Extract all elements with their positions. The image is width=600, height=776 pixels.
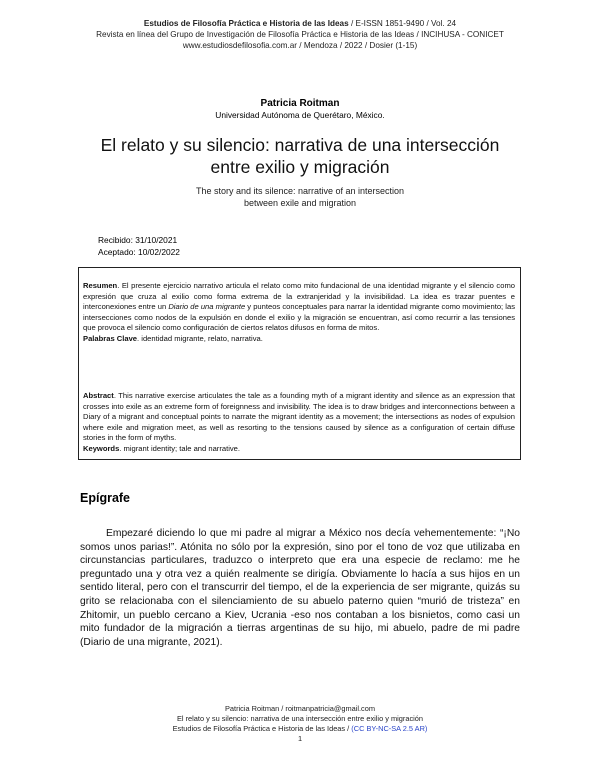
- abstract-en: [83, 391, 515, 455]
- keywords-en-text: . migrant identity; tale and narrative.: [119, 443, 241, 453]
- abstract-es-italic-title: Diario de una migrante: [168, 302, 246, 312]
- article-title: [0, 134, 600, 178]
- article-title-line-1: El relato y su silencio: narrativa de una intersección: [100, 135, 500, 155]
- article-dates: [98, 234, 180, 258]
- license-link[interactable]: (CC BY-NC-SA 2.5 AR): [351, 724, 428, 733]
- journal-subheader: Revista en línea del Grupo de Investigación de Filosofía Práctica e Historia de las Ideas / INCIHUSA - CONICET: [96, 30, 504, 39]
- journal-website-line: www.estudiosdefilosofia.com.ar / Mendoza / 2022 / Dosier (1-15): [182, 41, 418, 50]
- abstract-es-text-a: . El presente ejercicio narrativo articula el relato como mito fundacional de una identidad migrante y el silencio como expresión que cruza al exilio como forma extrema de la extranjeridad y la invisibilidad. La idea es trazar puentes e interconexiones entre un: [83, 281, 515, 312]
- abstract-es-text-b: y punteos conceptuales para narrar la identidad migrante como movimiento; las intersecciones como nodos de la expulsión en donde el exilio y la migración se encuentran, así como recurrir a las tensiones que provoca el silencio como configuración de ciertos relatos difusos en forma de mitos.: [83, 302, 515, 333]
- article-subtitle-line-1: The story and its silence: narrative of an intersection: [195, 186, 405, 196]
- received-date: Recibido: 31/10/2021: [98, 235, 178, 245]
- journal-name: Estudios de Filosofía Práctica e Historia de las Ideas: [143, 19, 349, 28]
- article-subtitle: [0, 185, 600, 209]
- abstract-es: [83, 281, 515, 345]
- section-body-text: Empezaré diciendo lo que mi padre al migrar a México nos decía vehementemente: “¡No somos unos parias!”. Atónita no sólo por la expresión, sino por el tono de voz que utilizaba en circunstancias particulares, traduzco o interpreto que era una especie de reclamo: me he preguntado una y otra vez a quién realmente se dirigía. Obviamente lo hacía a sus hijos en un sentido literal, pero con el transcurrir del tiempo, el de la experiencia de ser migrante, quizás su grito se relacionaba con el silenciamiento de su abuelo paterno quien “murió de tristeza” en Zhitomir, un pueblo cercano a Kiev, Ucrania -eso nos contaban a los bisnietos, como casi un mito fundador de la migración a tierras argentinas de su hijo, mi abuelo, padre de mi padre (Diario de una migrante, 2021).: [80, 528, 520, 648]
- journal-header: [0, 19, 600, 29]
- article-title-line-2: entre exilio y migración: [210, 157, 390, 177]
- keywords-es: [83, 334, 515, 345]
- keywords-es-text: . identidad migrante, relato, narrativa.: [137, 333, 263, 343]
- article-subtitle-line-2: between exile and migration: [243, 198, 357, 208]
- author-affiliation: Universidad Autónoma de Querétaro, México.: [215, 110, 385, 120]
- footer-journal-name: Estudios de Filosofía Práctica e Historia de las Ideas /: [172, 724, 352, 733]
- abstract-en-label: Abstract: [83, 391, 114, 400]
- keywords-en-label: Keywords: [83, 443, 120, 453]
- section-heading: Epígrafe: [80, 491, 131, 505]
- page-number: 1: [297, 734, 303, 743]
- abstract-en-text: . This narrative exercise articulates the tale as a founding myth of a migrant identity and silence as an expression that crosses into exile as an extreme form of foreignness and invisibility. The idea is to draw bridges and interconnections between a Diary of a migrant and conceptual points to narrate the migrant identity as a movement; the intersections as nodes of expulsion where exile and migration meet, as well as resorting to the tensions caused by silence as a configuration of certain diffuse stories in the form of myths.: [83, 391, 515, 443]
- keywords-es-label: Palabras Clave: [83, 333, 138, 343]
- author-name: Patricia Roitman: [260, 98, 340, 109]
- keywords-en: [83, 444, 515, 455]
- footer-author-email: Patricia Roitman / roitmanpatricia@gmail.com: [224, 704, 376, 713]
- accepted-date: Aceptado: 10/02/2022: [98, 247, 180, 257]
- abstract-es-label: Resumen: [83, 281, 118, 290]
- footer-article-title: El relato y su silencio: narrativa de una intersección entre exilio y migración: [176, 714, 424, 723]
- footer-journal: [0, 724, 600, 734]
- section-body: [80, 527, 520, 649]
- journal-issn: / E-ISSN 1851-9490 / Vol. 24: [348, 19, 457, 28]
